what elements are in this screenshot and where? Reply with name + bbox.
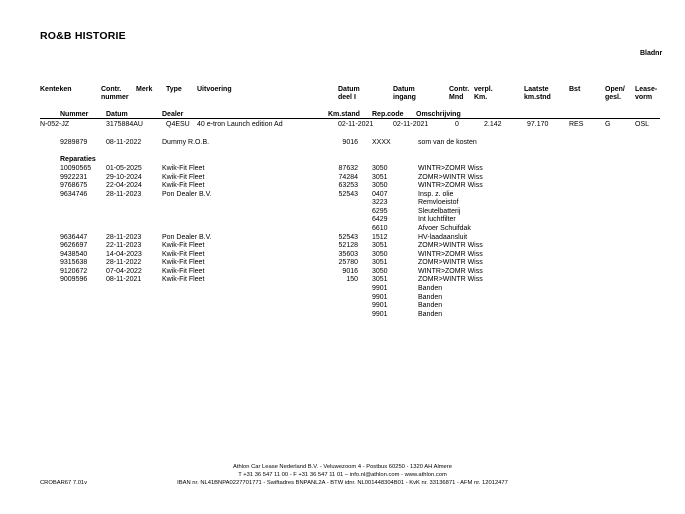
repair-km: 52543 <box>338 190 358 198</box>
record-omschrijving: som van de kosten <box>418 139 477 146</box>
header-km-stand: Km.stand <box>328 111 360 118</box>
header-kenteken: Kenteken <box>40 86 72 93</box>
repair-km: 35603 <box>338 250 358 258</box>
repair-code: 6429 <box>372 216 388 224</box>
header-datum-deel: Datum deel I <box>338 86 360 101</box>
repair-km: 87632 <box>338 165 358 172</box>
repair-omschrijving: Int luchtfilter <box>418 216 456 224</box>
repair-code: 9901 <box>372 284 388 292</box>
vehicle-type: Q4ESU <box>166 121 190 128</box>
vehicle-datum-deel: 02-11-2021 <box>338 121 374 128</box>
repair-omschrijving: WINTR>ZOMR Wiss <box>418 182 483 190</box>
repair-km: 25780 <box>338 259 358 267</box>
header-lease-vorm: Lease- vorm <box>635 86 658 101</box>
repair-code: 3051 <box>372 242 388 250</box>
repair-code: 9901 <box>372 302 388 310</box>
repair-datum: 28-11-2023 <box>106 190 142 198</box>
repair-code: 3051 <box>372 259 388 267</box>
vehicle-bst: RES <box>569 121 584 128</box>
vehicle-lease-vorm: OSL <box>635 121 650 128</box>
repair-nummer: 9120672 <box>60 267 88 275</box>
record-code: XXXX <box>372 139 391 146</box>
repair-code: 1512 <box>372 233 388 241</box>
footer-contact: T +31 36 547 11 00 - F +31 36 547 11 01 – info.nl@athlon.com - www.athlon.com <box>238 472 447 478</box>
repair-datum: 28-11-2023 <box>106 233 142 241</box>
repair-dealer: Kwik-Fit Fleet <box>162 173 205 181</box>
repair-omschrijving: ZOMR>WINTR Wiss <box>418 259 483 267</box>
repair-code: 3051 <box>372 276 388 284</box>
repair-nummer: 10090565 <box>60 165 92 172</box>
repair-omschrijving: Insp. z. olie <box>418 190 454 198</box>
repair-datum: 08-11-2021 <box>106 276 142 284</box>
repair-code: 3223 <box>372 199 388 207</box>
header-omschrijving: Omschrijving <box>416 111 461 118</box>
repair-omschrijving: Banden <box>418 293 443 301</box>
page-title: RO&B HISTORIE <box>40 30 126 42</box>
repair-nummer: 9634746 <box>60 190 88 198</box>
record-datum: 08-11-2022 <box>106 139 142 146</box>
repair-code: 3051 <box>372 173 388 181</box>
repair-datum: 29-10-2024 <box>106 173 142 181</box>
repair-km: 63253 <box>338 182 358 190</box>
repair-code: 6610 <box>372 224 388 232</box>
footer-registration: IBAN nr. NL41BNPA0227701771 - Swiftadres BNPANL2A - BTW idnr. NL001448304B01 - KvK nr. 33136871 - AFM nr. 12012477 <box>177 480 508 486</box>
repair-code: 3050 <box>372 267 388 275</box>
repair-nummer: 9626697 <box>60 242 88 250</box>
repair-omschrijving: ZOMR>WINTR Wiss <box>418 173 483 181</box>
vehicle-uitvoering: 40 e-tron Launch edition Ad <box>197 121 283 128</box>
vehicle-kenteken: N-052-JZ <box>40 121 70 128</box>
header-rep-code: Rep.code <box>372 111 404 118</box>
record-nummer: 9289879 <box>60 139 88 146</box>
reparaties-label: Reparaties <box>60 156 96 163</box>
header-uitvoering: Uitvoering <box>197 86 232 93</box>
repair-omschrijving: Sleutelbatterij <box>418 207 461 215</box>
header-nummer: Nummer <box>60 111 89 118</box>
header-datum-ingang: Datum ingang <box>393 86 416 101</box>
repair-omschrijving: WINTR>ZOMR Wiss <box>418 165 483 172</box>
repair-omschrijving: WINTR>ZOMR Wiss <box>418 267 483 275</box>
repair-dealer: Kwik-Fit Fleet <box>162 242 205 250</box>
record-dealer: Dummy R.O.B. <box>162 139 210 146</box>
repair-nummer: 9922231 <box>60 173 88 181</box>
repair-code: 3050 <box>372 165 388 172</box>
repair-nummer: 9438540 <box>60 250 88 258</box>
header-verpl-km: verpl. Km. <box>474 86 493 101</box>
repair-dealer: Kwik-Fit Fleet <box>162 250 205 258</box>
repair-datum: 22-11-2023 <box>106 242 142 250</box>
vehicle-datum-ingang: 02-11-2021 <box>393 121 429 128</box>
header-type: Type <box>166 86 182 93</box>
repair-km: 52543 <box>338 233 358 241</box>
document-id: CROBAR67 7.01v <box>40 480 88 486</box>
repair-omschrijving: WINTR>ZOMR Wiss <box>418 250 483 258</box>
repair-omschrijving: Remvloeistof <box>418 199 459 207</box>
repair-dealer: Kwik-Fit Fleet <box>162 259 205 267</box>
repair-code: 3050 <box>372 182 388 190</box>
repair-datum: 01-05-2025 <box>106 165 142 172</box>
repair-omschrijving: Banden <box>418 310 443 318</box>
repair-nummer: 9009596 <box>60 276 88 284</box>
repair-datum: 07-04-2022 <box>106 267 142 275</box>
repair-dealer: Kwik-Fit Fleet <box>162 267 205 275</box>
header-dealer: Dealer <box>162 111 184 118</box>
header-open-gesl: Open/ gesl. <box>605 86 625 101</box>
repair-dealer: Kwik-Fit Fleet <box>162 165 205 172</box>
repair-omschrijving: Banden <box>418 302 443 310</box>
record-km: 9016 <box>342 139 358 146</box>
header-bst: Bst <box>569 86 581 93</box>
repair-km: 74284 <box>338 173 358 181</box>
header-datum: Datum <box>106 111 128 118</box>
repair-datum: 14-04-2023 <box>106 250 142 258</box>
header-contr-mnd: Contr. Mnd <box>449 86 470 101</box>
repair-datum: 22-04-2024 <box>106 182 142 190</box>
repair-omschrijving: Banden <box>418 284 443 292</box>
repair-nummer: 9768675 <box>60 182 88 190</box>
repair-nummer: 9315638 <box>60 259 88 267</box>
repair-code: 9901 <box>372 293 388 301</box>
repair-km: 52128 <box>338 242 358 250</box>
repair-code: 3050 <box>372 250 388 258</box>
header-laatste-km: Laatste km.stnd <box>524 86 551 101</box>
repair-km: 150 <box>346 276 358 284</box>
repair-code: 9901 <box>372 310 388 318</box>
header-merk: Merk <box>136 86 153 93</box>
repair-omschrijving: ZOMR>WINTR Wiss <box>418 242 483 250</box>
repair-km: 9016 <box>342 267 358 275</box>
repair-code: 0407 <box>372 190 388 198</box>
header-divider <box>40 118 660 119</box>
repair-dealer: Pon Dealer B.V. <box>162 190 212 198</box>
vehicle-contract: 3175884AU <box>106 121 143 128</box>
repair-omschrijving: ZOMR>WINTR Wiss <box>418 276 483 284</box>
header-contr-nummer: Contr. nummer <box>101 86 129 101</box>
repair-dealer: Kwik-Fit Fleet <box>162 182 205 190</box>
repair-code: 6295 <box>372 207 388 215</box>
repair-dealer: Pon Dealer B.V. <box>162 233 212 241</box>
vehicle-laatste-km: 97.170 <box>527 121 549 128</box>
vehicle-verpl-km: 2.142 <box>484 121 502 128</box>
vehicle-mnd: 0 <box>455 121 459 128</box>
footer-address: Athlon Car Lease Nederland B.V. - Veluwezoom 4 - Postbus 60250 - 1320 AH Almere <box>233 464 452 470</box>
repair-omschrijving: HV-laadaansluit <box>418 233 468 241</box>
vehicle-open-gesl: G <box>605 121 611 128</box>
repair-nummer: 9636447 <box>60 233 88 241</box>
repair-datum: 28-11-2022 <box>106 259 142 267</box>
page-number-label: Bladnr <box>640 50 663 57</box>
repair-dealer: Kwik-Fit Fleet <box>162 276 205 284</box>
repair-omschrijving: Afvoer Schuifdak <box>418 224 471 232</box>
